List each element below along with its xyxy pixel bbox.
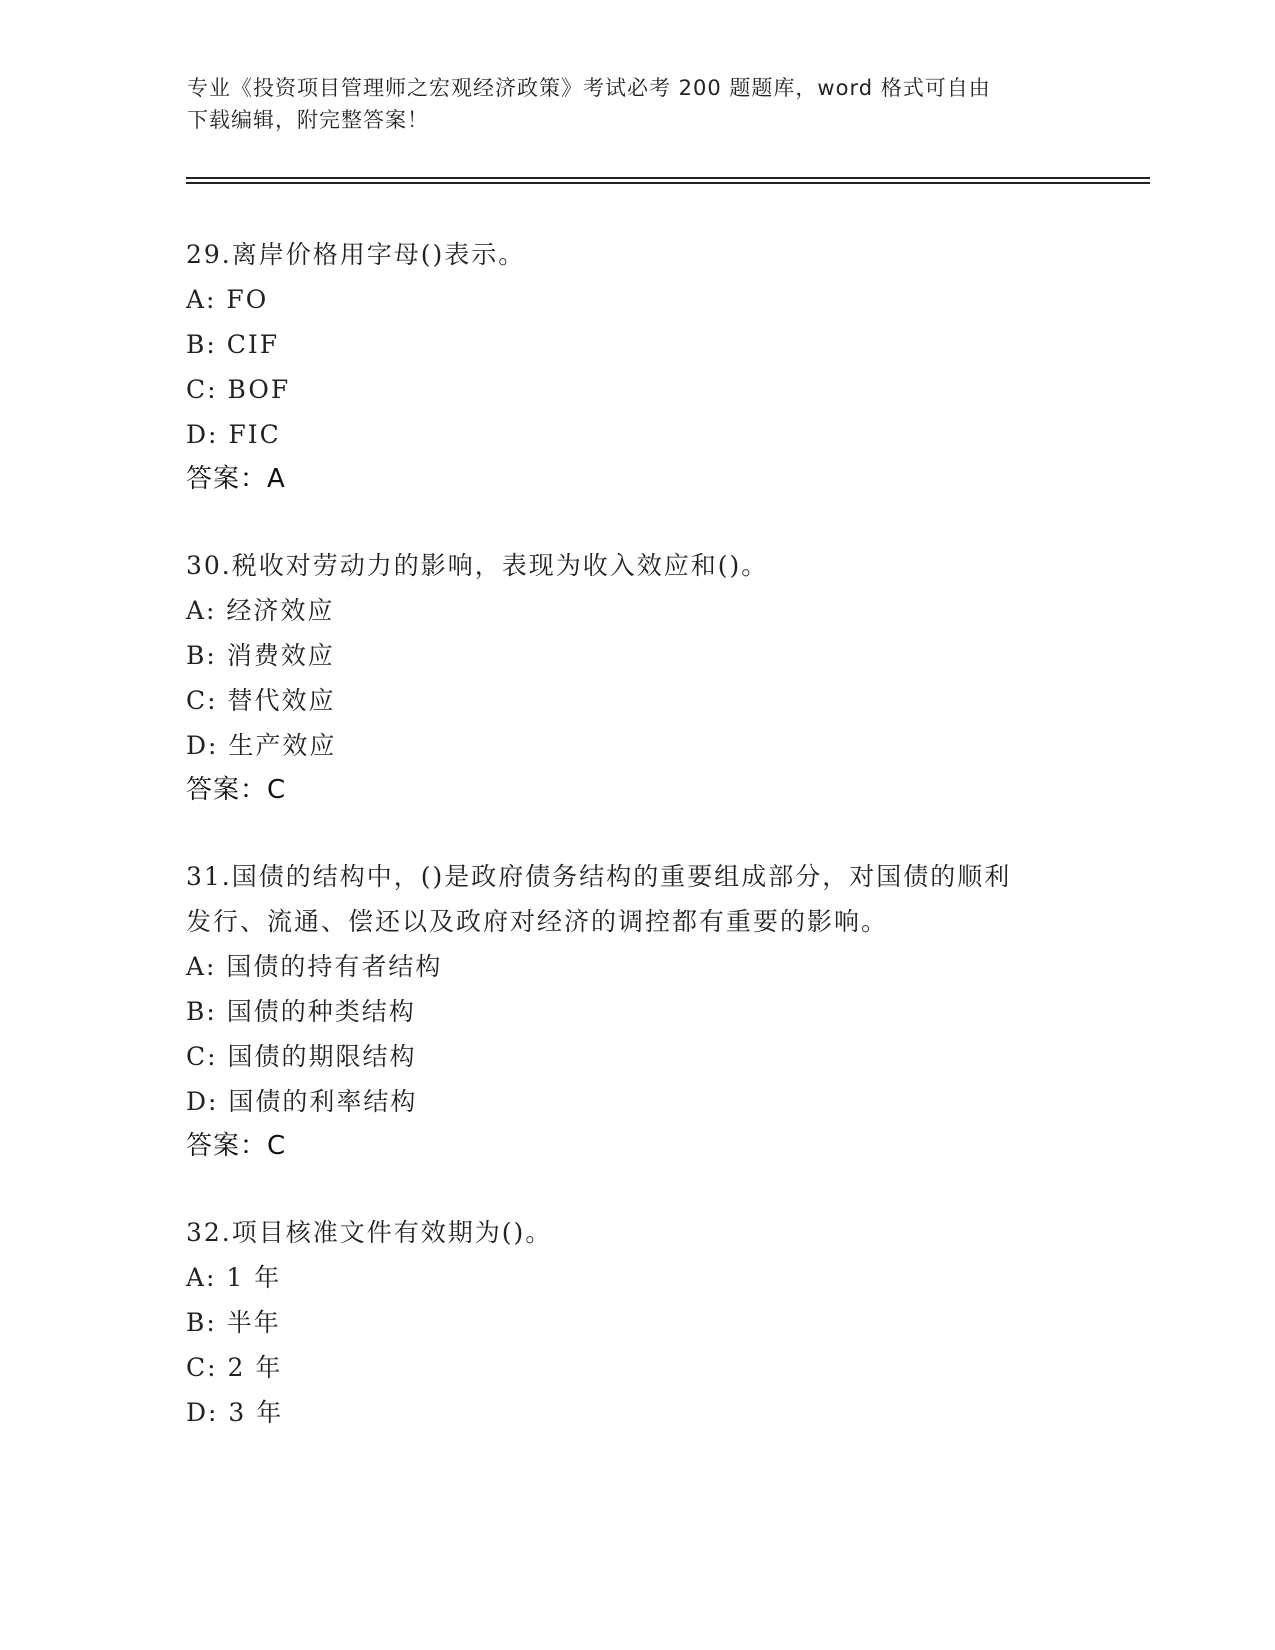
header-divider-top [186,177,1150,179]
question-29 [186,232,1086,502]
question-stem-line [186,1210,1086,1255]
option-a: A: 1 年 [186,1263,282,1292]
question-31 [186,854,1086,1169]
header-line-2: 下载编辑，附完整答案！ [187,108,429,132]
option-b: B: 半年 [186,1308,281,1337]
question-number: 30. [186,551,232,580]
question-30 [186,543,1086,813]
answer: 答案：A [186,464,286,494]
option-c: C: BOF [186,375,291,404]
question-text: 国债的结构中，()是政府债务结构的重要组成部分，对国债的顺利 [231,862,1012,891]
header-line-1: 专业《投资项目管理师之宏观经济政策》考试必考 200 题题库，word 格式可自由 [187,76,991,100]
option-c: C: 替代效应 [186,686,336,715]
answer: 答案：C [186,1131,287,1161]
option-d: D: FIC [186,420,281,449]
question-stem-line: 发行、流通、偿还以及政府对经济的调控都有重要的影响。 [186,907,889,936]
option-b: B: 国债的种类结构 [186,997,416,1026]
question-number: 29. [186,240,232,269]
question-32 [186,1210,1086,1435]
question-number: 32. [186,1218,232,1247]
option-a: A: FO [186,285,269,314]
question-stem [186,1210,1086,1255]
question-stem-line [186,854,1086,899]
question-number: 31. [186,862,232,891]
option-c: C: 2 年 [186,1353,283,1382]
question-text: 项目核准文件有效期为()。 [231,1218,553,1247]
question-stem [186,232,1086,277]
option-a: A: 经济效应 [186,596,335,625]
option-b: B: CIF [186,330,280,359]
option-c: C: 国债的期限结构 [186,1042,417,1071]
document-header [187,72,1067,136]
answer: 答案：C [186,775,287,805]
question-stem-line [186,232,1086,277]
question-stem-line [186,543,1086,588]
question-stem [186,543,1086,588]
option-d: D: 生产效应 [186,731,337,760]
header-divider-bottom [186,182,1150,184]
question-list [186,232,1086,1476]
option-b: B: 消费效应 [186,641,335,670]
question-text: 离岸价格用字母()表示。 [231,240,526,269]
option-d: D: 国债的利率结构 [186,1087,418,1116]
question-text: 税收对劳动力的影响，表现为收入效应和()。 [231,551,769,580]
option-d: D: 3 年 [186,1398,284,1427]
question-stem [186,854,1086,944]
option-a: A: 国债的持有者结构 [186,952,443,981]
